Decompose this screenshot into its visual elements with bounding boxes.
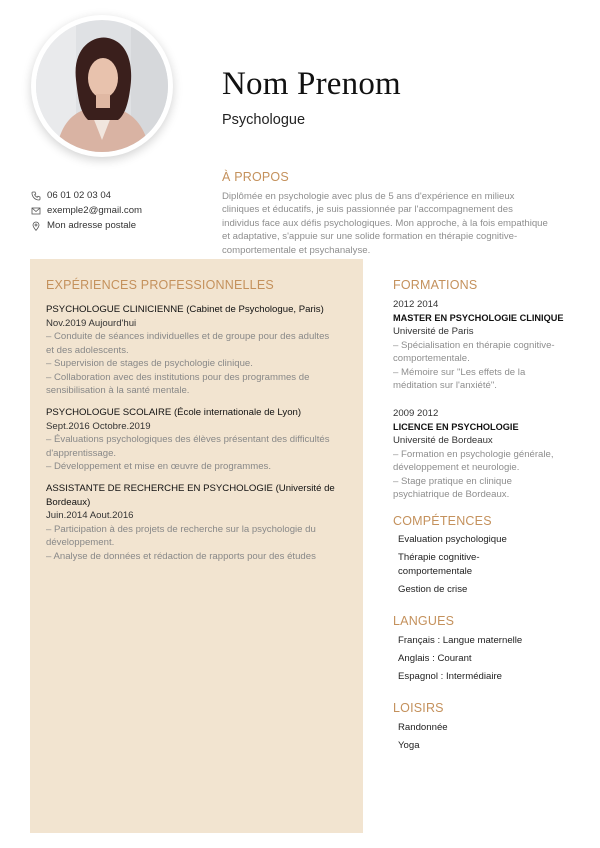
job-title-line: PSYCHOLOGUE CLINICIENNE (Cabinet de Psychologue, Paris) <box>46 304 324 315</box>
experience-title: EXPÉRIENCES PROFESSIONNELLES <box>46 278 274 292</box>
formation-item <box>393 407 573 502</box>
job-title-line: PSYCHOLOGUE SCOLAIRE (École internationale de Lyon) <box>46 407 302 418</box>
address-text: Mon adresse postale <box>47 220 137 231</box>
about-line: comportementale et psychanalyse. <box>222 244 371 256</box>
formation-item <box>393 298 573 393</box>
competence-item: comportementale <box>398 566 473 577</box>
formation-detail: – Mémoire sur "Les effets de la <box>393 366 526 378</box>
job-title-line: Bordeaux) <box>46 496 91 508</box>
job-detail: développement. <box>46 537 115 548</box>
formation-degree: MASTER EN PSYCHOLOGIE CLINIQUE <box>393 312 564 323</box>
job-detail: – Supervision de stages de psychologie clinique. <box>46 358 253 369</box>
loisir-item: Yoga <box>398 740 420 751</box>
langue-item: Anglais : Courant <box>398 653 472 664</box>
phone-text: 06 01 02 03 04 <box>47 190 112 201</box>
formation-detail: méditation sur l'anxiété". <box>393 380 497 391</box>
contact-phone <box>31 190 111 201</box>
experience-item <box>46 406 351 474</box>
experience-item <box>46 482 351 563</box>
about-text <box>222 190 572 257</box>
job-dates: Juin.2014 Aout.2016 <box>46 510 134 521</box>
job-detail: – Analyse de données et rédaction de rapports pour des études <box>46 550 316 562</box>
formation-detail: psychiatrique de Bordeaux. <box>393 489 510 500</box>
about-line: individus face aux défis psychologiques. Mon approche, à la fois empathique <box>222 217 548 229</box>
formation-detail: développement et neurologie. <box>393 462 520 473</box>
formation-degree: LICENCE EN PSYCHOLOGIE <box>393 421 519 432</box>
formation-detail: – Formation en psychologie générale, <box>393 448 554 460</box>
loisirs-title: LOISIRS <box>393 701 444 715</box>
job-detail: – Collaboration avec des institutions pour des programmes de <box>46 371 310 383</box>
job-dates: Nov.2019 Aujourd'hui <box>46 317 137 329</box>
loisir-item: Randonnée <box>398 722 448 733</box>
formation-school: Université de Bordeaux <box>393 435 493 446</box>
about-line: et adaptative, s'appuie sur une solide formation en thérapie cognitive- <box>222 231 518 243</box>
competence-item: Evaluation psychologique <box>398 534 507 545</box>
contact-email <box>31 205 142 216</box>
langue-item: Espagnol : Intermédiaire <box>398 671 502 682</box>
phone-icon <box>31 191 41 201</box>
job-detail: – Évaluations psychologiques des élèves présentant des difficultés <box>46 434 330 445</box>
location-pin-icon <box>31 221 41 231</box>
profile-photo-frame <box>31 15 173 157</box>
formation-detail: – Spécialisation en thérapie cognitive- <box>393 339 555 351</box>
job-detail: – Participation à des projets de recherche sur la psychologie du <box>46 523 316 535</box>
profile-photo <box>36 20 168 152</box>
job-detail: et des adolescents. <box>46 344 129 356</box>
email-text: exemple2@gmail.com <box>47 205 143 216</box>
job-detail: – Conduite de séances individuelles et de groupe pour des adultes <box>46 331 330 342</box>
mail-icon <box>31 206 41 216</box>
job-detail: sensibilisation à la santé mentale. <box>46 385 190 396</box>
competences-title: COMPÉTENCES <box>393 514 492 528</box>
about-line: Diplômée en psychologie avec plus de 5 ans d'expérience en milieux <box>222 191 515 202</box>
about-title: À PROPOS <box>222 170 289 184</box>
formation-school: Université de Paris <box>393 326 474 337</box>
langues-title: LANGUES <box>393 614 455 628</box>
job-detail: d'apprentissage. <box>46 447 117 459</box>
job-detail: – Développement et mise en œuvre de programmes. <box>46 461 272 472</box>
langue-item: Français : Langue maternelle <box>398 635 523 646</box>
formation-dates: 2012 2014 <box>393 299 439 310</box>
candidate-name: Nom Prenom <box>222 66 401 102</box>
formations-title: FORMATIONS <box>393 278 478 292</box>
experience-item <box>46 303 351 398</box>
job-title-line: ASSISTANTE DE RECHERCHE EN PSYCHOLOGIE (Université de <box>46 483 335 494</box>
contact-address <box>31 220 136 231</box>
job-dates: Sept.2016 Octobre.2019 <box>46 420 151 432</box>
formation-dates: 2009 2012 <box>393 408 439 419</box>
formation-detail: – Stage pratique en clinique <box>393 475 512 487</box>
about-line: cliniques et éducatifs, je suis passionnée par l'accompagnement des <box>222 204 513 216</box>
formation-detail: comportementale. <box>393 353 470 364</box>
competence-item: Thérapie cognitive- <box>398 552 480 563</box>
competence-item: Gestion de crise <box>398 584 468 595</box>
job-title: Psychologue <box>222 112 306 128</box>
